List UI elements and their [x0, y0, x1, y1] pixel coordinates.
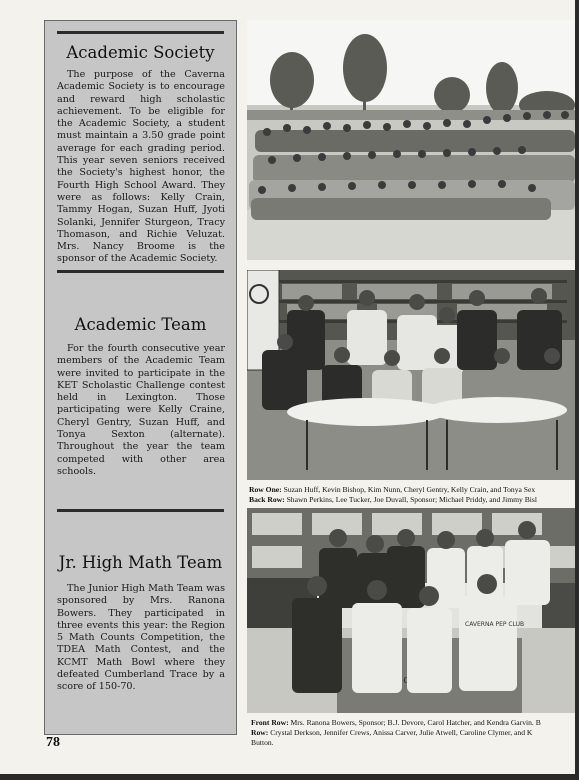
- section-rule: [57, 270, 224, 273]
- section-body-academic-society: The purpose of the Caverna Academic Society is to encourage and reward high scholastic achievement. To be eligible for the Academic Society, a student must maintain a 3.50 grade point average for each grading period. This year seven seniors received the Society's highest honor, the Fourth High School Award. They were as follows: Kelly Crain, Tammy Hogan, Suzan Huff, Jyoti Solanki, Jennifer Sturgeon, Tracy Thomason, and Richie Veluzat. Mrs. Nancy Broome is the sponsor of the Academic Society.: [57, 69, 225, 265]
- caption-text: Suzan Huff, Kevin Bishop, Kim Nunn, Cheryl Gentry, Kelly Crain, and Tonya Sex: [283, 485, 536, 494]
- section-title-jr-high-math-team: Jr. High Math Team: [58, 553, 223, 572]
- caption-text: Mrs. Ranona Bowers, Sponsor; B.J. Devore, Carol Hatcher, and Kendra Garvin. B: [290, 718, 541, 727]
- caption-label: Row One:: [249, 485, 282, 494]
- caption-label: Back Row:: [249, 495, 285, 504]
- section-title-academic-team: Academic Team: [74, 315, 207, 334]
- section-rule: [57, 31, 224, 34]
- section-title-academic-society: Academic Society: [66, 43, 215, 62]
- section-body-academic-team: For the fourth consecutive year members of the Academic Team were invited to participate in the KET Scholastic Challenge contest held in Lexington. Those participating were Kelly Craine, Cheryl Gentry, Suzan Huff, and Tonya Sexton (alternate). Throughout the year the team competed with other area schools.: [57, 343, 225, 477]
- caption-label: Front Row:: [251, 718, 289, 727]
- caption-academic-team-row2: [249, 495, 537, 505]
- page-number: 78: [46, 735, 60, 750]
- caption-math-team-row2: [251, 728, 532, 738]
- photo-academic-society: [247, 20, 575, 260]
- page-edge-bottom: [0, 774, 579, 780]
- section-body-jr-high-math-team: The Junior High Math Team was sponsored by Mrs. Ranona Bowers. They participated in three events this year: the Region 5 Math Counts Competition, the TDEA Math Contest, and the KCMT Math Bowl where they defeated Cumberland Trace by a score of 150-70.: [57, 583, 225, 693]
- page-edge: [575, 0, 579, 780]
- section-rule: [57, 509, 224, 512]
- sidebar-panel: [44, 20, 237, 735]
- caption-label: Row:: [251, 728, 269, 737]
- caption-academic-team-row1: [249, 485, 535, 495]
- photo-jr-high-math-team: [247, 508, 575, 713]
- caption-text: Shawn Perkins, Lee Tucker, Joe Duvall, Sponsor; Michael Priddy, and Jimmy Bisl: [286, 495, 537, 504]
- photo-shirt-text: CAVERNA PEP CLUB: [465, 621, 525, 628]
- photo-academic-team: [247, 270, 575, 480]
- caption-math-team-row3: Button.: [251, 738, 274, 747]
- caption-math-team-front-row: [251, 718, 541, 728]
- caption-text: Crystal Derkson, Jennifer Crews, Anissa Carver, Julie Atwell, Caroline Clymer, and K: [270, 728, 533, 737]
